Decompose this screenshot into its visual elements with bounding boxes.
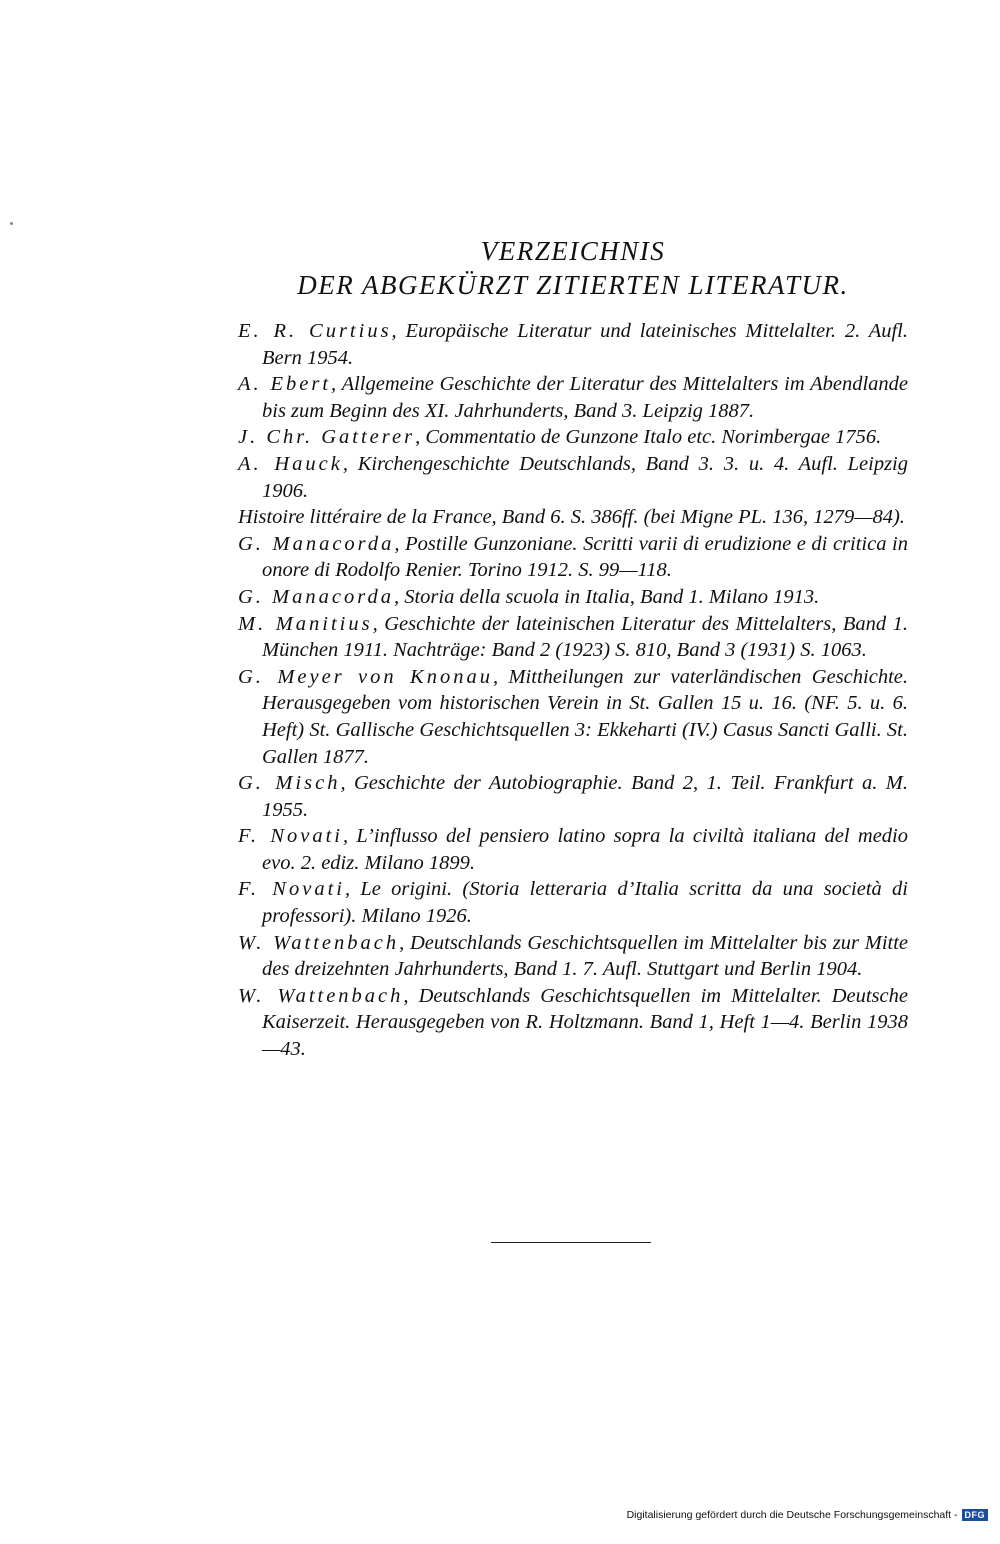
entry-text: , L’influsso del pensiero latino sopra la civiltà italiana del medio evo. 2. ediz. Milano 1899. — [262, 825, 908, 874]
entry-text: , Le origini. (Storia letteraria d’Italia scritta da una società di professori). Milano 1926. — [262, 878, 908, 928]
entry-text: , Deutschlands Geschichtsquellen im Mittelalter. Deutsche Kaiserzeit. Herausgegeben von R. Holtzmann. Band 1, Heft 1—4. Berlin 1938—43. — [262, 984, 908, 1061]
entry-author: G. Misch — [238, 772, 341, 795]
bibliography-entry — [238, 983, 908, 1063]
entry-author: A. Ebert — [238, 373, 332, 396]
bibliography-entry — [238, 318, 908, 371]
entry-text: , Mittheilungen zur vaterländischen Geschichte. Herausgegeben vom historischen Verein in St. Gallen 15 u. 16. (NF. 5. u. 6. Heft) St. Gallische Geschichtsquellen 3: Ekkeharti (IV.) Casus Sancti Galli. St. Gallen 1877. — [262, 665, 908, 768]
bibliography-entry — [238, 664, 908, 770]
bibliography-list — [238, 318, 908, 1063]
bibliography-entry — [238, 531, 908, 584]
entry-author: W. Wattenbach — [238, 984, 404, 1007]
bibliography-entry — [238, 876, 908, 929]
entry-text: , Allgemeine Geschichte der Literatur des Mittelalters im Abendlande bis zum Beginn des XI. Jahrhunderts, Band 3. Leipzig 1887. — [262, 373, 908, 422]
entry-text: , Europäische Literatur und lateinisches Mittelalter. 2. Aufl. Bern 1954. — [262, 320, 908, 369]
bibliography-entry — [238, 770, 908, 823]
entry-text: Histoire littéraire de la France, Band 6. S. 386ff. (bei Migne PL. 136, 1279—84). — [238, 506, 905, 529]
entry-text: , Postille Gunzoniane. Scritti varii di erudizione e di critica in onore di Rodolfo Renier. Torino 1912. S. 99—118. — [262, 532, 908, 582]
entry-author: F. Novati — [238, 825, 343, 848]
entry-text: , Geschichte der Autobiographie. Band 2, 1. Teil. Frankfurt a. M. 1955. — [262, 772, 908, 821]
entry-author: F. Novati — [238, 878, 345, 901]
entry-author: J. Chr. Gatterer — [238, 426, 416, 449]
entry-author: G. Manacorda — [238, 585, 394, 608]
section-divider — [491, 1242, 651, 1243]
entry-author: W. Wattenbach — [238, 931, 400, 954]
entry-text: , Commentatio de Gunzone Italo etc. Norimbergae 1756. — [415, 426, 882, 449]
entry-text: , Deutschlands Geschichtsquellen im Mittelalter bis zur Mitte des dreizehnten Jahrhunderts, Band 1. 7. Aufl. Stuttgart und Berlin 1904. — [262, 931, 909, 981]
dfg-logo-icon: DFG — [962, 1509, 989, 1521]
bibliography-entry — [238, 823, 908, 876]
entry-author: A. Hauck — [238, 452, 343, 475]
funding-footer — [627, 1509, 988, 1521]
bibliography-entry — [238, 451, 908, 504]
bibliography-entry — [238, 371, 908, 424]
entry-text: , Storia della scuola in Italia, Band 1. Milano 1913. — [393, 585, 820, 608]
entry-author: E. R. Curtius — [238, 320, 392, 342]
entry-author: G. Meyer von Knonau — [238, 665, 493, 688]
entry-text: , Geschichte der lateinischen Literatur des Mittelalters, Band 1. München 1911. Nachträge: Band 2 (1923) S. 810, Band 3 (1931) S. 1063. — [262, 612, 909, 662]
bibliography-entry — [238, 424, 908, 451]
page-heading — [238, 234, 908, 302]
heading-line-1: VERZEICHNIS — [480, 236, 666, 266]
entry-text: , Kirchengeschichte Deutschlands, Band 3. 3. u. 4. Aufl. Leipzig 1906. — [262, 452, 908, 502]
bibliography-entry — [238, 584, 908, 611]
entry-author: G. Manacorda — [238, 532, 395, 555]
heading-line-2: DER ABGEKÜRZT ZITIERTEN LITERATUR. — [297, 270, 849, 300]
footer-text: Digitalisierung gefördert durch die Deutsche Forschungsgemeinschaft - — [626, 1509, 958, 1521]
scan-speck — [10, 222, 13, 225]
bibliography-entry — [238, 504, 908, 531]
bibliography-entry — [238, 930, 908, 983]
bibliography-entry — [238, 611, 908, 664]
entry-author: M. Manitius — [238, 612, 373, 635]
